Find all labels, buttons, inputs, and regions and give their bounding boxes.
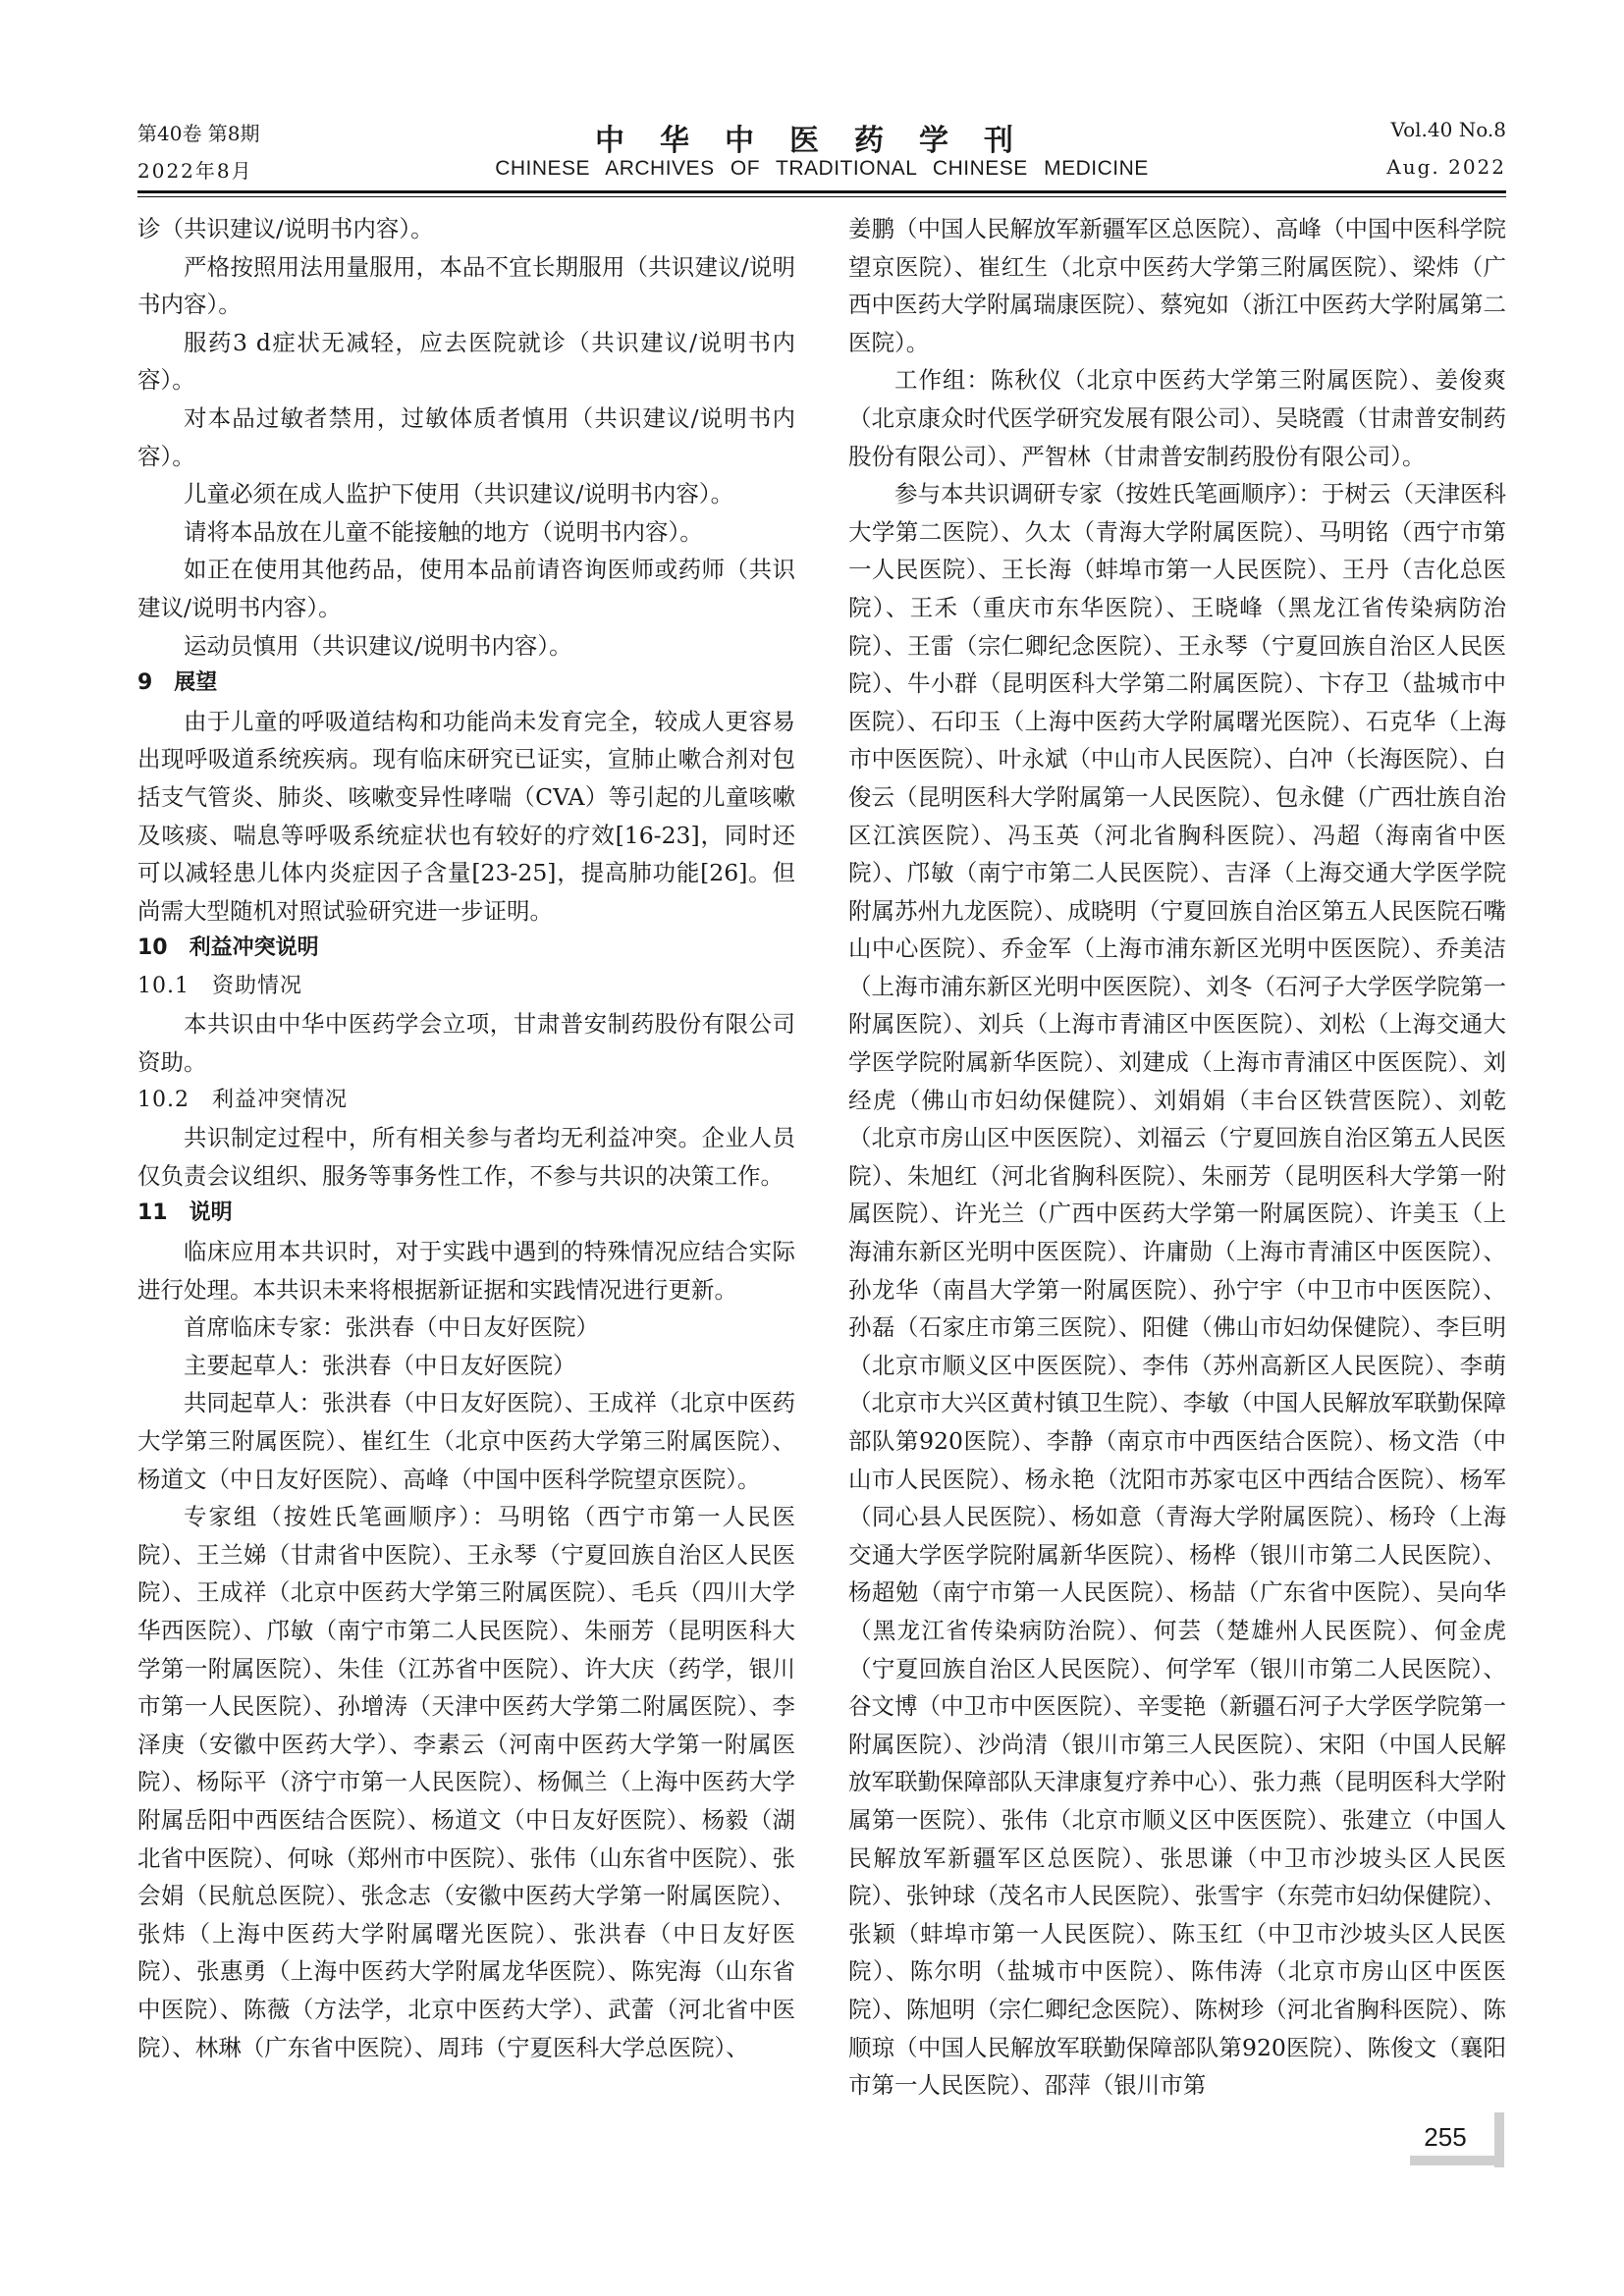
paragraph: 由于儿童的呼吸道结构和功能尚未发育完全，较成人更容易出现呼吸道系统疾病。现有临床研究已证实，宣肺止嗽合剂对包括支气管炎、肺炎、咳嗽变异性哮喘（CVA）等引起的儿童咳嗽及咳痰、喘息等呼吸系统症状也有较好的疗效[16-23]，同时还可以减轻患儿体内炎症因子含量[23-25]，提高肺功能[26]。但尚需大型随机对照试验研究进一步证明。 — [137, 707, 795, 925]
header-volume-issue: 第40卷 第8期 — [137, 122, 260, 145]
subsection-heading: 10.2 利益冲突情况 — [137, 1087, 348, 1112]
paragraph: 如正在使用其他药品，使用本品前请咨询医师或药师（共识建议/说明书内容）。 — [137, 556, 795, 621]
expert-group-continued: 姜鹏（中国人民解放军新疆军区总医院）、高峰（中国中医科学院望京医院）、崔红生（北京中医药大学第三附属医院）、梁炜（广西中医药大学附属瑞康医院）、蔡宛如（浙江中医药大学附属第二医院）。 — [848, 215, 1506, 356]
paragraph: 对本品过敏者禁用，过敏体质者慎用（共识建议/说明书内容）。 — [137, 403, 795, 470]
left-column — [137, 210, 795, 2066]
paragraph: 诊（共识建议/说明书内容）。 — [137, 215, 434, 242]
section-heading: 10 利益冲突说明 — [137, 935, 319, 961]
section-heading: 9 展望 — [137, 670, 218, 696]
paragraph: 共识制定过程中，所有相关参与者均无利益冲突。企业人员仅负责会议组织、服务等事务性工作，不参与共识的决策工作。 — [137, 1124, 795, 1190]
working-group: 工作组：陈秋仪（北京中医药大学第三附属医院）、姜俊爽（北京康众时代医学研究发展有限公司）、吴晓霞（甘肃普安制药股份有限公司）、严智林（甘肃普安制药股份有限公司）。 — [848, 366, 1506, 470]
page-number: 255 — [1424, 2122, 1467, 2152]
running-header — [137, 116, 1506, 187]
paragraph: 本共识由中华中医药学会立项，甘肃普安制药股份有限公司资助。 — [137, 1010, 795, 1077]
header-rule-thick — [137, 190, 1506, 193]
right-column — [848, 210, 1506, 2105]
header-volume-en: Vol.40 No.8 — [1390, 118, 1506, 141]
subsection-heading: 10.1 资助情况 — [137, 973, 302, 998]
header-date-cn: 2022年8月 — [137, 159, 253, 183]
paragraph: 儿童必须在成人监护下使用（共识建议/说明书内容）。 — [184, 480, 734, 508]
header-date-en: Aug. 2022 — [1386, 155, 1506, 179]
journal-title-cn: 中华中医药学刊 — [595, 124, 1049, 158]
journal-title-en: CHINESE ARCHIVES OF TRADITIONAL CHINESE MEDICINE — [495, 157, 1149, 180]
section-heading: 11 说明 — [137, 1201, 233, 1226]
paragraph: 请将本品放在儿童不能接触的地方（说明书内容）。 — [184, 517, 703, 546]
paragraph: 临床应用本共识时，对于实践中遇到的特殊情况应结合实际进行处理。本共识未来将根据新证据和实践情况进行更新。 — [137, 1238, 795, 1304]
survey-experts: 参与本共识调研专家（按姓氏笔画顺序）：于树云（天津医科大学第二医院）、久太（青海大学附属医院）、马明铭（西宁市第一人民医院）、王长海（蚌埠市第一人民医院）、王丹（吉化总医院）、王禾（重庆市东华医院）、王晓峰（黑龙江省传染病防治院）、王雷（宗仁卿纪念医院）、王永琴（宁夏回族自治区人民医院）、牛小群（昆明医科大学第二附属医院）、卞存卫（盐城市中医院）、石印玉（上海中医药大学附属曙光医院）、石克华（上海市中医医院）、叶永斌（中山市人民医院）、白冲（长海医院）、白俊云（昆明医科大学附属第一人民医院）、包永健（广西壮族自治区江滨医院）、冯玉英（河北省胸科医院）、冯超（海南省中医院）、邝敏（南宁市第二人民医院）、吉泽（上海交通大学医学院附属苏州九龙医院）、成晓明（宁夏回族自治区第五人民医院石嘴山中心医院）、乔金军（上海市浦东新区光明中医医院）、乔美洁（上海市浦东新区光明中医医院）、刘冬（石河子大学医学院第一附属医院）、刘兵（上海市青浦区中医医院）、刘松（上海交通大学医学院附属新华医院）、刘建成（上海市青浦区中医医院）、刘经虎（佛山市妇幼保健院）、刘娟娟（丰台区铁营医院）、刘乾（北京市房山区中医医院）、刘福云（宁夏回族自治区第五人民医院）、朱旭红（河北省胸科医院）、朱丽芳（昆明医科大学第一附属医院）、许光兰（广西中医药大学第一附属医院）、许美玉（上海浦东新区光明中医医院）、许庸勋（上海市青浦区中医医院）、孙龙华（南昌大学第一附属医院）、孙宁宇（中卫市中医医院）、孙磊（石家庄市第三医院）、阳健（佛山市妇幼保健院）、李巨明（北京市顺义区中医医院）、李伟（苏州高新区人民医院）、李萌（北京市大兴区黄村镇卫生院）、李敏（中国人民解放军联勤保障部队第920医院）、李静（南京市中西医结合医院）、杨文浩（中山市人民医院）、杨永艳（沈阳市苏家屯区中西结合医院）、杨军（同心县人民医院）、杨如意（青海大学附属医院）、杨玲（上海交通大学医学院附属新华医院）、杨桦（银川市第二人民医院）、杨超勉（南宁市第一人民医院）、杨喆（广东省中医院）、吴向华（黑龙江省传染病防治院）、何芸（楚雄州人民医院）、何金虎（宁夏回族自治区人民医院）、何学军（银川市第二人民医院）、谷文博（中卫市中医医院）、辛雯艳（新疆石河子大学医学院第一附属医院）、沙尚清（银川市第三人民医院）、宋阳（中国人民解放军联勤保障部队天津康复疗养中心）、张力燕（昆明医科大学附属第一医院）、张伟（北京市顺义区中医医院）、张建立（中国人民解放军新疆军区总医院）、张思谦（中卫市沙坡头区人民医院）、张钟球（茂名市人民医院）、张雪宇（东莞市妇幼保健院）、张颖（蚌埠市第一人民医院）、陈玉红（中卫市沙坡头区人民医院）、陈尔明（盐城市中医院）、陈伟涛（北京市房山区中医医院）、陈旭明（宗仁卿纪念医院）、陈树珍（河北省胸科医院）、陈顺琼（中国人民解放军联勤保障部队第920医院）、陈俊文（襄阳市第一人民医院）、邵萍（银川市第 — [848, 480, 1506, 2100]
chief-expert: 首席临床专家：张洪春（中日友好医院） — [184, 1313, 599, 1342]
expert-group: 专家组（按姓氏笔画顺序）：马明铭（西宁市第一人民医院）、王兰娣（甘肃省中医院）、王永琴（宁夏回族自治区人民医院）、王成祥（北京中医药大学第三附属医院）、毛兵（四川大学华西医院）、邝敏（南宁市第二人民医院）、朱丽芳（昆明医科大学第一附属医院）、朱佳（江苏省中医院）、许大庆（药学，银川市第一人民医院）、孙增涛（天津中医药大学第二附属医院）、李泽庚（安徽中医药大学）、李素云（河南中医药大学第一附属医院）、杨际平（济宁市第一人民医院）、杨佩兰（上海中医药大学附属岳阳中西医结合医院）、杨道文（中日友好医院）、杨毅（湖北省中医院）、何咏（郑州市中医院）、张伟（山东省中医院）、张会娟（民航总医院）、张念志（安徽中医药大学第一附属医院）、张炜（上海中医药大学附属曙光医院）、张洪春（中日友好医院）、张惠勇（上海中医药大学附属龙华医院）、陈宪海（山东省中医院）、陈薇（方法学，北京中医药大学）、武蕾（河北省中医院）、林琳（广东省中医院）、周玮（宁夏医科大学总医院）、 — [137, 1503, 795, 2061]
main-drafter: 主要起草人：张洪春（中日友好医院） — [184, 1351, 576, 1379]
paragraph: 服药3 d症状无减轻，应去医院就诊（共识建议/说明书内容）。 — [137, 328, 795, 395]
paragraph: 严格按照用法用量服用，本品不宜长期服用（共识建议/说明书内容）。 — [137, 252, 795, 319]
header-rule-thin — [137, 196, 1506, 197]
paragraph: 运动员慎用（共识建议/说明书内容）。 — [184, 631, 572, 660]
page-number-underline — [1410, 2156, 1504, 2165]
co-drafters: 共同起草人：张洪春（中日友好医院）、王成祥（北京中医药大学第三附属医院）、崔红生（北京中医药大学第三附属医院）、杨道文（中日友好医院）、高峰（中国中医科学院望京医院）。 — [137, 1389, 795, 1493]
